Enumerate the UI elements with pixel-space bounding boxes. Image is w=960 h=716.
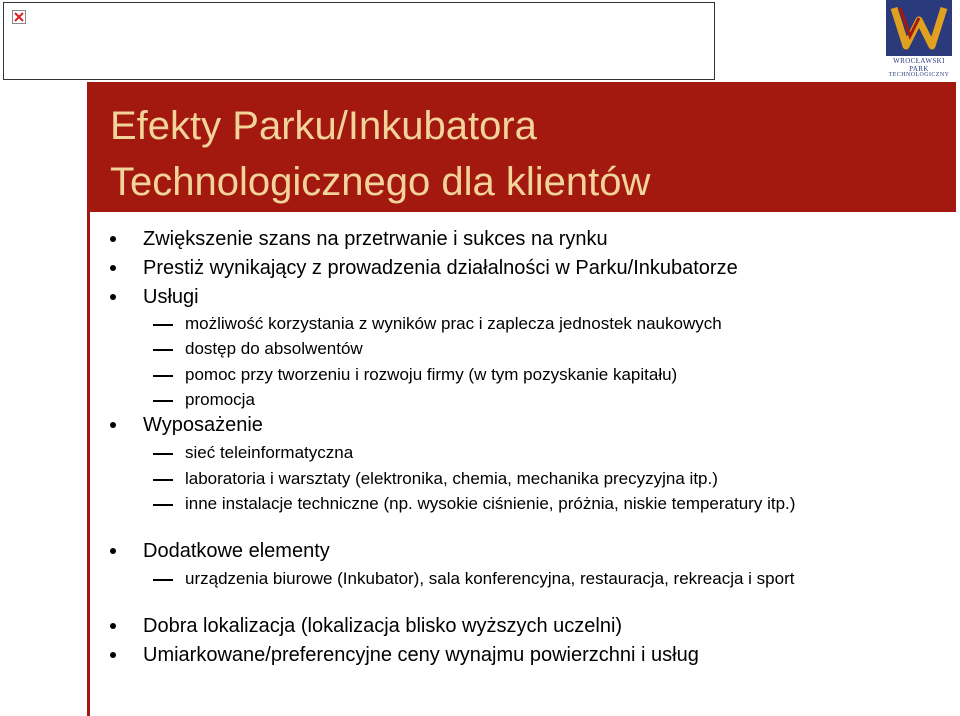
sub-bullet-item [185, 314, 722, 334]
sub-bullet-text: możliwość korzystania z wyników prac i zaplecza jednostek naukowych [185, 314, 722, 333]
dash-marker [153, 324, 173, 326]
bullet-dot [110, 548, 116, 554]
bullet-dot [110, 422, 116, 428]
title-line-2: Technologicznego dla klientów [110, 160, 651, 204]
bullet-item [143, 286, 199, 309]
left-accent-strip [87, 212, 90, 716]
logo-text-line2: PARK [909, 65, 929, 73]
sub-bullet-text: dostęp do absolwentów [185, 339, 363, 358]
sub-bullet-item [185, 569, 945, 588]
bullet-text: Prestiż wynikający z prowadzenia działalności w Parku/Inkubatorze [143, 257, 738, 279]
sub-bullet-text: sieć teleinformatyczna [185, 443, 354, 462]
bullet-item [143, 540, 330, 563]
broken-image-frame [3, 2, 715, 80]
bullet-text: Dobra lokalizacja (lokalizacja blisko wyższych uczelni) [143, 615, 623, 637]
dash-marker [153, 349, 173, 351]
bullet-dot [110, 265, 116, 271]
broken-image-icon [12, 10, 26, 24]
bullet-item [143, 257, 738, 280]
dash-marker [153, 375, 173, 377]
logo-text-line3: TECHNOLOGICZNY [888, 72, 950, 78]
sub-bullet-item [185, 339, 363, 359]
bullet-dot [110, 652, 116, 658]
bullet-dot [110, 294, 116, 300]
dash-marker [153, 504, 173, 506]
bullet-text: Umiarkowane/preferencyjne ceny wynajmu powierzchni i usług [143, 644, 699, 666]
bullet-item [143, 644, 699, 667]
sub-bullet-text: urządzenia biurowe (Inkubator), sala konferencyjna, restauracja, rekreacja i sport [185, 569, 795, 588]
bullet-text: Usługi [143, 286, 199, 308]
sub-bullet-item [185, 443, 353, 463]
sub-bullet-item [185, 390, 255, 410]
title-line-1: Efekty Parku/Inkubatora [110, 104, 537, 148]
bullet-text: Dodatkowe elementy [143, 540, 330, 562]
sub-bullet-item [185, 469, 718, 489]
bullet-dot [110, 623, 116, 629]
sub-bullet-text: inne instalacje techniczne (np. wysokie ciśnienie, próżnia, niskie temperatury itp.) [185, 494, 796, 513]
sub-bullet-item [185, 494, 945, 513]
bullet-dot [110, 236, 116, 242]
bullet-item [143, 414, 263, 437]
bullet-item [143, 228, 608, 251]
bullet-text: Wyposażenie [143, 414, 263, 436]
sub-bullet-item [185, 365, 677, 385]
dash-marker [153, 579, 173, 581]
sub-bullet-text: pomoc przy tworzeniu i rozwoju firmy (w tym pozyskanie kapitału) [185, 365, 678, 384]
bullet-text: Zwiększenie szans na przetrwanie i sukces na rynku [143, 228, 608, 250]
sub-bullet-text: laboratoria i warsztaty (elektronika, chemia, mechanika precyzyjna itp.) [185, 469, 718, 488]
dash-marker [153, 479, 173, 481]
logo-mark [886, 0, 952, 56]
dash-marker [153, 453, 173, 455]
dash-marker [153, 400, 173, 402]
wroclaw-park-logo [886, 0, 952, 80]
logo-text-line1: WROCŁAWSKI [893, 57, 945, 65]
sub-bullet-text: promocja [185, 390, 255, 409]
bullet-item [143, 615, 622, 638]
slide-title [110, 98, 930, 210]
